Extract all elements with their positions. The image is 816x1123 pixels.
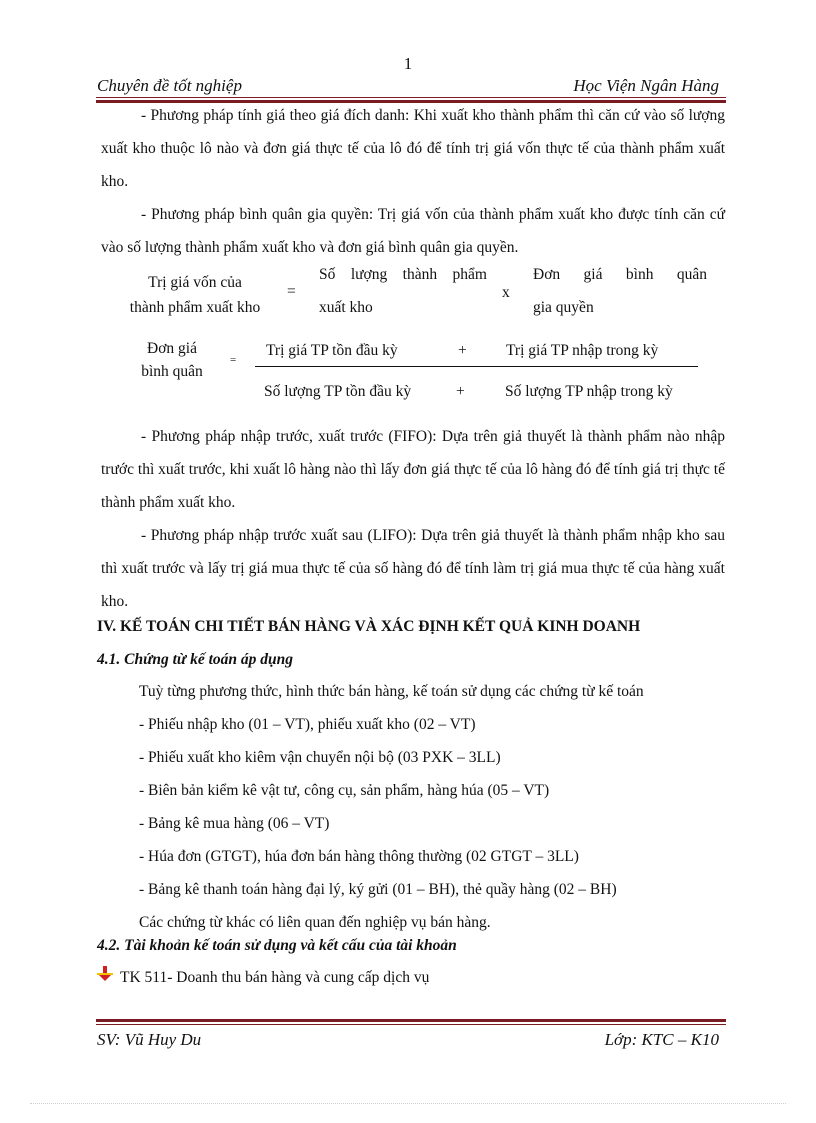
formula2-denominator-plus: + [456, 383, 465, 400]
subsection-4-1-heading: 4.1. Chứng từ kế toán áp dụng [97, 651, 294, 668]
formula1-equals: = [287, 283, 296, 300]
list-item: - Phiếu xuất kho kiêm vận chuyển nội bộ (03 PXK – 3LL) [139, 749, 501, 766]
formula2-equals: = [230, 354, 237, 366]
list-item: - Bảng kê thanh toán hàng đại lý, ký gửi (01 – BH), thẻ quầy hàng (02 – BH) [139, 881, 617, 898]
documents-outro: Các chứng từ khác có liên quan đến nghiệp vụ bán hàng. [139, 914, 491, 931]
formula2-lhs-line2: bình quân [141, 363, 203, 380]
formula2-denominator-b: Số lượng TP nhập trong kỳ [505, 383, 673, 400]
section-heading: IV. KẾ TOÁN CHI TIẾT BÁN HÀNG VÀ XÁC ĐỊNH KẾT QUẢ KINH DOANH [97, 618, 641, 635]
formula1-term2-line2: gia quyền [533, 299, 594, 316]
footer-right: Lớp: KTC – K10 [604, 1030, 719, 1049]
formula2-numerator-b: Trị giá TP nhập trong kỳ [506, 342, 659, 359]
paragraph-specific-identification: - Phương pháp tính giá theo giá đích danh: Khi xuất kho thành phẩm thì căn cứ vào số lượng xuất kho thuộc lô nào và đơn giá thực tế của lô đó để tính trị giá vốn thực tế của thành phẩm xuất kho. [101, 107, 725, 190]
formula2-denominator-a: Số lượng TP tồn đầu kỳ [264, 383, 412, 400]
formula1-term1-line1: Số lượng thành phẩm [319, 266, 487, 283]
account-item-tk511: TK 511- Doanh thu bán hàng và cung cấp dịch vụ [120, 969, 430, 986]
formula1-term2-line1: Đơn giá bình quân [533, 266, 707, 283]
formula1-lhs-line2: thành phẩm xuất kho [129, 299, 261, 316]
arrow-down-bullet-icon [97, 966, 113, 982]
footer-rule-thick [96, 1019, 726, 1022]
paragraph-fifo: - Phương pháp nhập trước, xuất trước (FIFO): Dựa trên giả thuyết là thành phẩm nào nhập trước thì xuất trước, khi xuất lô hàng nào thì lấy đơn giá thực tế của lô hàng đó để tính giá trị thực tế thành phẩm xuất kho. [101, 428, 725, 511]
header-left: Chuyên đề tốt nghiệp [97, 76, 242, 95]
header-right: Học Viện Ngân Hàng [573, 76, 719, 95]
paragraph-weighted-average: - Phương pháp bình quân gia quyền: Trị giá vốn của thành phẩm xuất kho được tính căn cứ vào số lượng thành phẩm xuất kho và đơn giá bình quân gia quyền. [101, 206, 725, 256]
formula1-term1-line2: xuất kho [319, 299, 373, 316]
page-number: 1 [403, 54, 413, 73]
formula2-numerator-plus: + [458, 342, 467, 359]
page-boundary-dotted-line [30, 1103, 786, 1104]
list-item: - Húa đơn (GTGT), húa đơn bán hàng thông thường (02 GTGT – 3LL) [139, 848, 579, 865]
formula2-fraction-bar [255, 366, 698, 367]
formula1-lhs-line1: Trị giá vốn của [148, 274, 242, 291]
formula2-lhs-line1: Đơn giá [147, 340, 197, 357]
body-text-middle [101, 420, 725, 618]
list-item: - Phiếu nhập kho (01 – VT), phiếu xuất kho (02 – VT) [139, 716, 476, 733]
list-item: - Bảng kê mua hàng (06 – VT) [139, 815, 330, 832]
formula2-numerator-a: Trị giá TP tồn đầu kỳ [266, 342, 398, 359]
subsection-4-2-heading: 4.2. Tài khoản kế toán sử dụng và kết cấu của tài khoản [97, 937, 457, 954]
list-item: - Biên bản kiểm kê vật tư, công cụ, sản phẩm, hàng húa (05 – VT) [139, 782, 550, 799]
document-list [139, 675, 644, 939]
body-text-top [101, 99, 725, 264]
documents-intro: Tuỳ từng phương thức, hình thức bán hàng, kế toán sử dụng các chứng từ kế toán [139, 683, 644, 700]
paragraph-lifo: - Phương pháp nhập trước xuất sau (LIFO): Dựa trên giả thuyết là thành phẩm nhập kho sau thì xuất trước và lấy trị giá mua thực tế của số hàng đó để tính làm trị giá mua thực tế của hàng xuất kho. [101, 527, 725, 610]
footer-left: SV: Vũ Huy Du [97, 1030, 202, 1049]
formula1-times: x [502, 284, 510, 301]
footer-rule-thin [96, 1024, 726, 1025]
header-rule-thin [96, 97, 726, 98]
